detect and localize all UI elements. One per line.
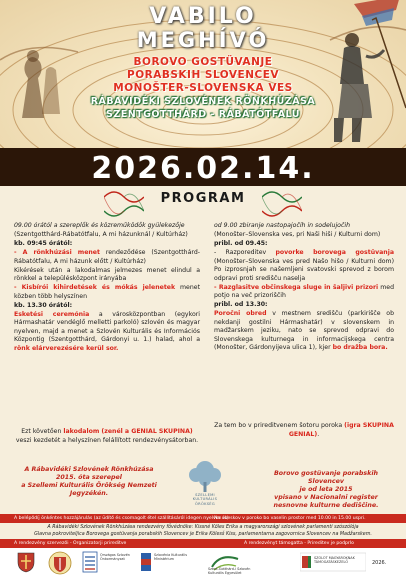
logo-caption-7: SZOLOT MAGYAROKNAK TÁMOGATÁSKEZELŐ <box>314 556 355 564</box>
footer-year: 2026. <box>372 560 387 566</box>
logo-caption-3: Szlovénia Kulturális Ministérium <box>154 553 188 561</box>
sl-event-1: - Razporeditev povorke borovega gostüvanja (Monošter–Slovenska ves pred Našo hišo / Kulturni dom) Po izprosnjah se našemljeni svatovski sprevod z borom odpravi proti središču naselja <box>214 249 395 282</box>
title-vabilo: VABILO <box>149 4 257 29</box>
hungarian-title-line-1: RÁBAVIDÉKI SZLOVÉNEK RÖNKHÚZÁSA <box>90 96 316 107</box>
event-date: 2026.02.14. <box>91 151 315 186</box>
hu-event-1: - A rönkhúzási menet rendeződése (Szentgotthárd-Rábatótfalu, A mi házunk előtt / Kultúrház) <box>14 249 200 265</box>
hu-event-3: Esketési ceremónia a városközpontban (egykori Hármashatár vendéglő melletti parkoló) szlovén és magyar nyelven, majd a menet a Szlovén Kulturális és Információs Központig (Szentgotthárd, Gárdonyi u. 1.) halad, ahol a rönk elárverezésére kerül sor. <box>14 310 200 352</box>
sl-intro-time: od 9.00 zbiranje nastopajočih in sodelujočih <box>214 222 350 229</box>
sl-event-3: Poročni obred v mestnem središču (parkirišče ob nekdanji gostilni Hármashatár) v slovenskem in madžarskem jeziku, nato se sprevod odpravi do Slovenskega kulturnega in informacijskega centra (Monošter, Gárdonyijeva ulica 1), kjer bo dražba bora. <box>214 310 395 351</box>
header-banner <box>0 0 406 148</box>
hungarian-title-line-2: SZENTGOTTHÁRD - RÁBATÓTFALU <box>105 109 300 120</box>
slovene-title-line-3: MONOŠTER-SLOVENSKA VES <box>113 82 293 94</box>
sl-intro-place: (Monošter–Slovenska ves, pri Naši hiši / Kulturni dom) <box>214 231 381 238</box>
sl-time-1: pribl. od 09.45: <box>214 240 268 247</box>
organizers-strip: A rendezvény szervezői - Organizatorji prireditve A rendezvényt támogatta - Prireditev je podprlo <box>0 539 406 548</box>
dna-ornament-right-icon <box>262 187 302 221</box>
program-slovene <box>214 222 394 353</box>
patron-note: A Rábavidéki Szlovének Rönkhúzása rendezvény fővédnöke: Kissné Köles Erika a magyarországi szlovének parlamenti szószólója Glavna pokroviteljica Borovega gostüvanja porabskih Slovencev je Erika Kölesš Kiss, parlamentarna zagovornica Slovencev na Madžarskem. <box>34 525 372 537</box>
program-hungarian <box>14 222 200 354</box>
sl-event-2: - Razglasitve občinskega sluge in šaljivi prizori med potjo na več prizoriščih <box>214 283 395 299</box>
coat-of-arms-icon <box>16 551 36 573</box>
ministry-logo-icon <box>140 551 152 573</box>
hu-wedding-party: Ezt követően lakodalom (zenél a GENIAL SKUPINA) veszi kezdetét a helyszínen felállított rendezvénysátorban. <box>15 428 199 444</box>
slovene-title-line-1: BOROVO GOSTÜVANJE <box>133 56 273 68</box>
logo-caption-4: Szent-Gotthárd-i Szlovén Kulturális Egyesület <box>208 567 251 575</box>
sl-time-2: pribl. od 13.30: <box>214 301 268 308</box>
hu-time-1: kb. 09:45 órától: <box>14 240 73 247</box>
heritage-logo-text: SZELLEMI KULTURÁLIS ÖRÖKSÉG <box>192 493 218 506</box>
hu-event-2: - Kisbírói kihirdetések és mókás jelenetek menet közben több helyszínen <box>14 284 200 300</box>
national-arms-icon <box>48 551 72 575</box>
hu-heritage-register-note: A Rábavidéki Szlovének Rönkhúzása 2015. óta szerepel a Szellemi Kulturális Örökség Nemzeti Jegyzékén. <box>21 466 157 497</box>
logo-caption-2: Országos Szlovén Önkormányzat <box>100 553 130 561</box>
hu-event-1-detail: Kikérések után a lakodalmas jelmezes menet elindul a rönkkel a településközpont irányába <box>14 266 200 282</box>
hu-intro-time: 09.00 órától a szereplők és közreműködők gyülekezője <box>14 222 185 229</box>
program-title: PROGRAM <box>160 191 246 206</box>
sl-heritage-register-note: Borovo gostüvanje porabskih Slovencev je od leta 2015 vpisano v Nacionalni register nesnovne kulturne dediščine. <box>273 470 379 509</box>
organization-logo-icon <box>82 551 98 573</box>
hu-time-2: kb. 13.30 órától: <box>14 301 73 309</box>
hu-intro-place: (Szentgotthárd-Rábatótfalu, A mi házunknál / Kultúrház) <box>14 231 188 238</box>
slovene-title-line-2: PORABSKIH SLOVENCEV <box>127 69 279 81</box>
title-meghivo: MEGHÍVÓ <box>136 28 270 52</box>
sl-wedding-party: Za tem bo v prireditvenem šotoru poroka (igra SKUPINA GENIAL). <box>214 422 394 438</box>
footer-info-strip: A belépődíj önkéntes hozzájárulás (az üdítő és csomagolt étel szállításáról idegen nyelven is) Na obeskov v poroko bo vaselin prostor med 10.00 in 15.00 uspri. <box>0 514 406 523</box>
